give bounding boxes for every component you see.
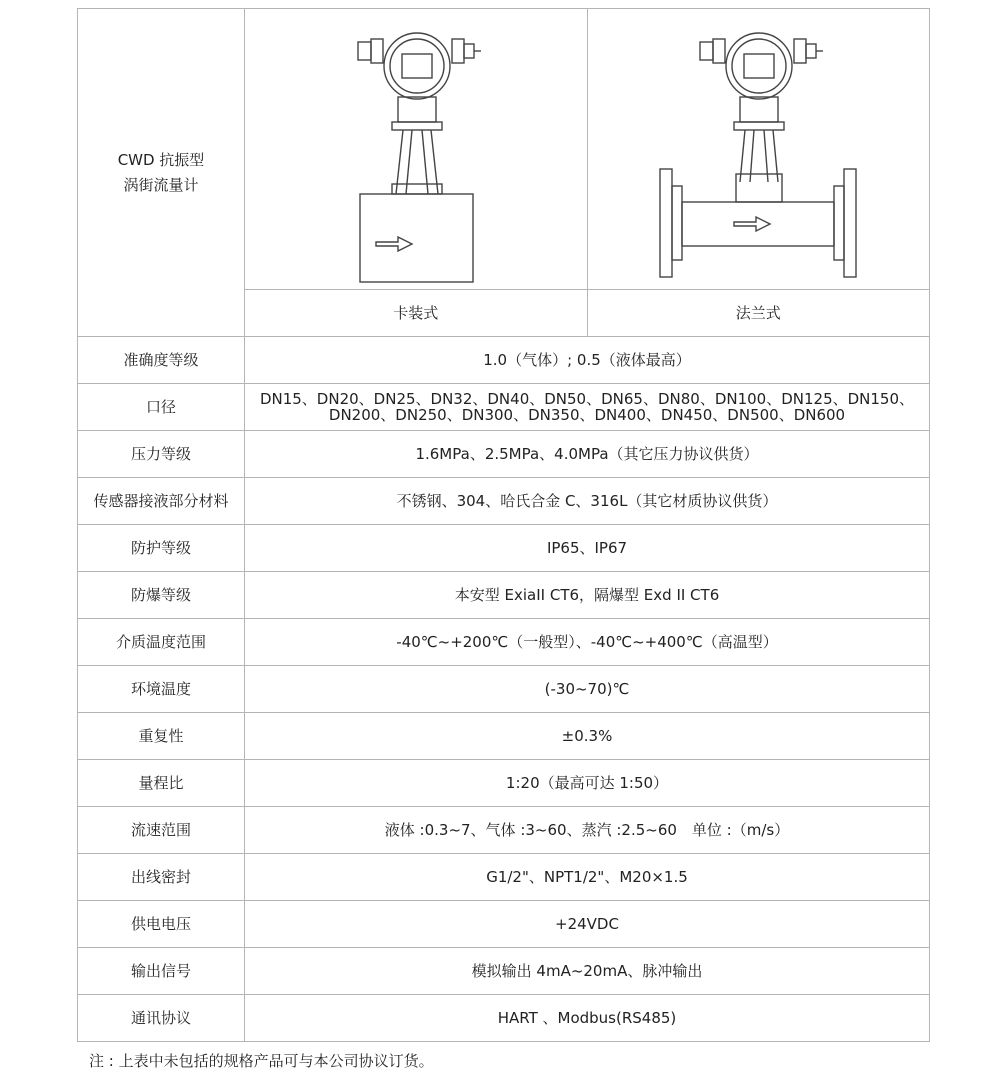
spec-row-output: [78, 948, 930, 995]
spec-label: 量程比: [78, 760, 245, 807]
spec-value: 液体 :0.3~7、气体 :3~60、蒸汽 :2.5~60 单位 :（m/s）: [245, 807, 930, 854]
spec-label: 输出信号: [78, 948, 245, 995]
spec-label: 压力等级: [78, 431, 245, 478]
spec-label: 防护等级: [78, 525, 245, 572]
spec-label: 流速范围: [78, 807, 245, 854]
spec-value: +24VDC: [245, 901, 930, 948]
spec-row-repeatability: [78, 713, 930, 760]
spec-value: 本安型 ExiaII CT6，隔爆型 Exd II CT6: [245, 572, 930, 619]
variant-label-flanged: 法兰式: [587, 290, 930, 337]
spec-value: 1.6MPa、2.5MPa、4.0MPa（其它压力协议供货）: [245, 431, 930, 478]
footnote: 注 : 上表中未包括的规格产品可与本公司协议订货。: [89, 1052, 434, 1070]
spec-row-velocity: [78, 807, 930, 854]
spec-row-protection: [78, 525, 930, 572]
wafer-image-cell: [245, 9, 588, 290]
spec-row-ambient-temp: [78, 666, 930, 713]
spec-value: -40℃~+200℃（一般型）、-40℃~+400℃（高温型）: [245, 619, 930, 666]
spec-label: 防爆等级: [78, 572, 245, 619]
flanged-flowmeter-drawing-icon: [658, 14, 858, 284]
spec-value: 1:20（最高可达 1:50）: [245, 760, 930, 807]
spec-row-turndown: [78, 760, 930, 807]
variant-label-wafer: 卡装式: [245, 290, 588, 337]
spec-row-cable-seal: [78, 854, 930, 901]
spec-label: 供电电压: [78, 901, 245, 948]
spec-label: 口径: [78, 384, 245, 431]
spec-row-material: [78, 478, 930, 525]
spec-value: 不锈钢、304、哈氏合金 C、316L（其它材质协议供货）: [245, 478, 930, 525]
spec-value-line1: DN15、DN20、DN25、DN32、DN40、DN50、DN65、DN80、DN100、DN125、DN150、: [259, 390, 915, 408]
spec-label: 出线密封: [78, 854, 245, 901]
spec-label: 介质温度范围: [78, 619, 245, 666]
spec-value: G1/2"、NPT1/2"、M20×1.5: [245, 854, 930, 901]
spec-value: [245, 384, 930, 431]
spec-label: 传感器接液部分材料: [78, 478, 245, 525]
spec-label: 环境温度: [78, 666, 245, 713]
product-name-line2: 涡街流量计: [123, 175, 199, 194]
spec-row-power: [78, 901, 930, 948]
product-name-cell: [78, 9, 245, 337]
spec-value: (-30~70)℃: [245, 666, 930, 713]
wafer-flowmeter-drawing-icon: [316, 14, 516, 284]
header-row: [78, 9, 930, 290]
spec-value: 模拟输出 4mA~20mA、脉冲输出: [245, 948, 930, 995]
spec-row-explosion-proof: [78, 572, 930, 619]
spec-label: 重复性: [78, 713, 245, 760]
spec-value-line2: DN200、DN250、DN300、DN350、DN400、DN450、DN500、DN600: [328, 406, 846, 424]
spec-label: 准确度等级: [78, 337, 245, 384]
spec-value: ±0.3%: [245, 713, 930, 760]
spec-row-pressure: [78, 431, 930, 478]
spec-row-accuracy: [78, 337, 930, 384]
spec-value: HART 、Modbus(RS485): [245, 995, 930, 1042]
spec-label: 通讯协议: [78, 995, 245, 1042]
product-name-line1: CWD 抗振型: [117, 150, 205, 169]
spec-value: IP65、IP67: [245, 525, 930, 572]
flanged-image-cell: [587, 9, 930, 290]
spec-table: [77, 8, 930, 1042]
spec-value: 1.0（气体）; 0.5（液体最高）: [245, 337, 930, 384]
spec-row-medium-temp: [78, 619, 930, 666]
spec-row-diameter: [78, 384, 930, 431]
spec-row-communication: [78, 995, 930, 1042]
